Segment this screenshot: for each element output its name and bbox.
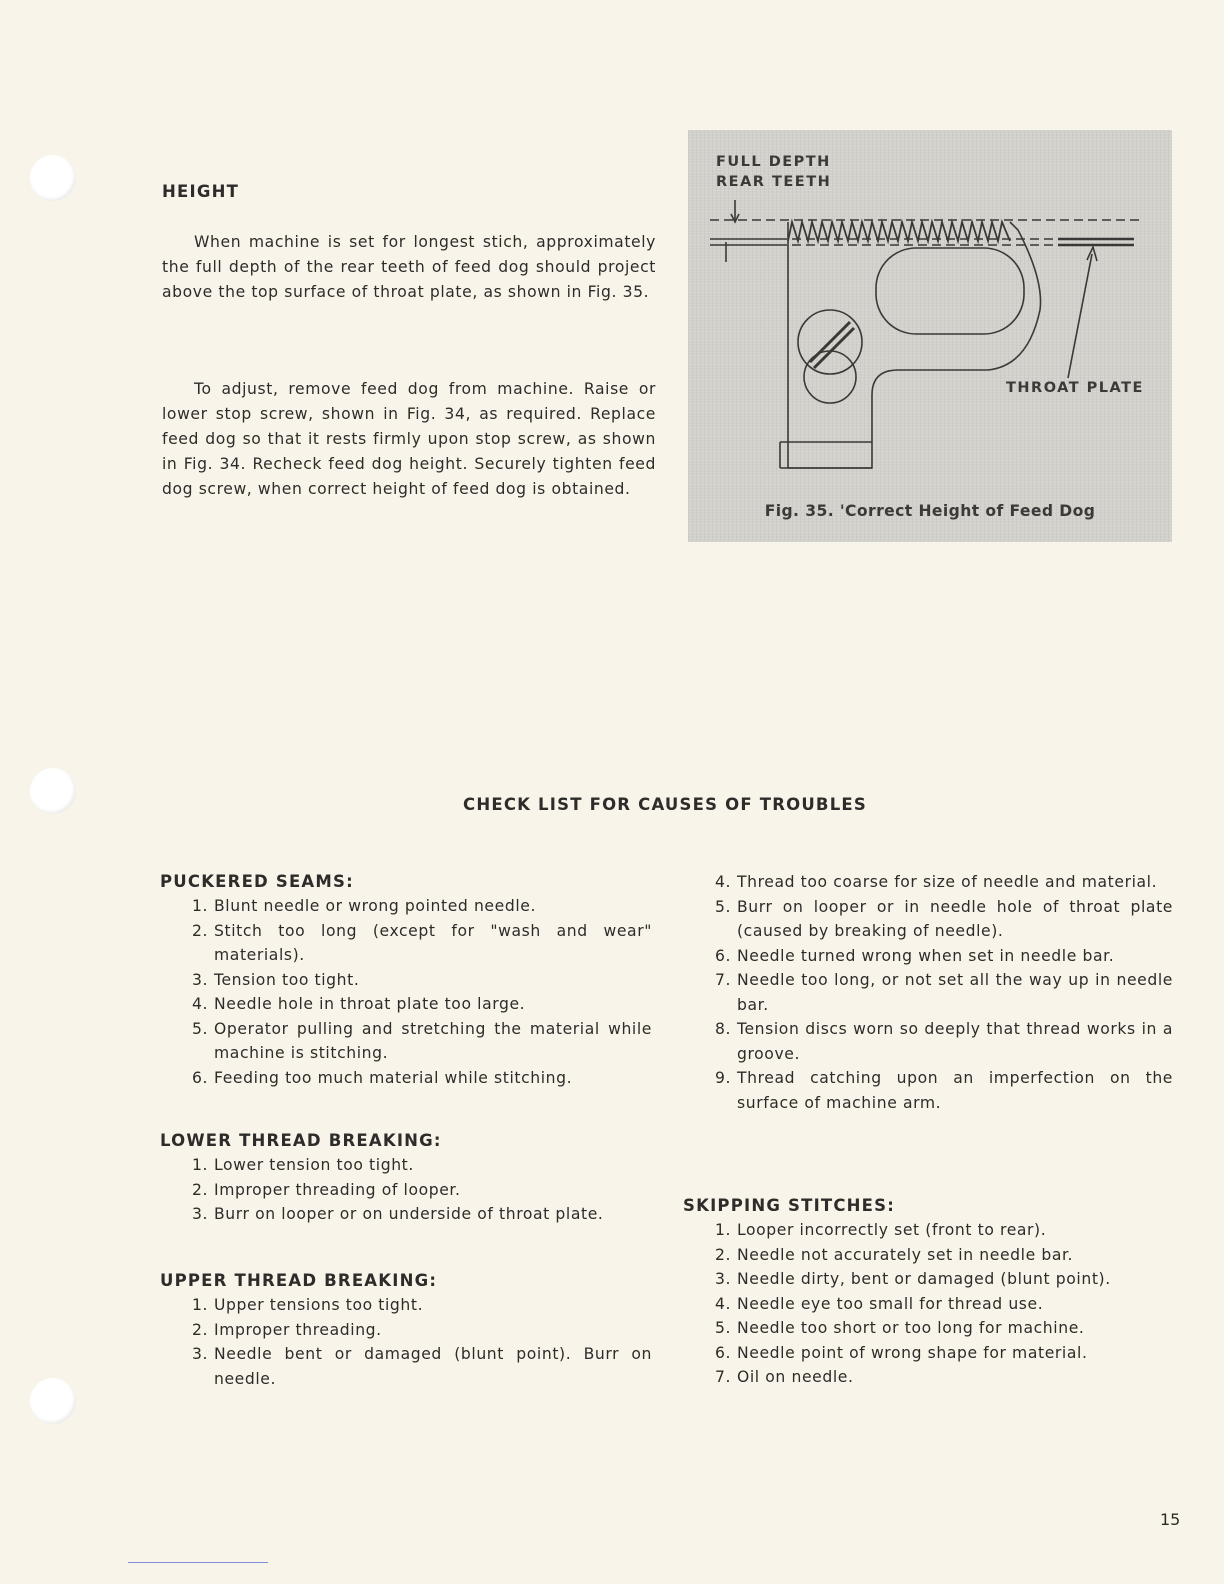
lower-heading: LOWER THREAD BREAKING: <box>160 1131 442 1150</box>
list-item: 2. Improper threading of looper. <box>192 1180 461 1199</box>
list-item: 4. Needle eye too small for thread use. <box>715 1294 1044 1313</box>
upper-list <box>192 1293 652 1391</box>
lower-list <box>192 1153 652 1227</box>
list-item: 4. Thread too coarse for size of needle and material. <box>715 873 1158 891</box>
list-item: 9. Thread catching upon an imperfection on the surface of machine arm. <box>715 1069 1173 1112</box>
list-item: 6. Feeding too much material while stitching. <box>192 1068 573 1087</box>
list-item: 6. Needle point of wrong shape for material. <box>715 1343 1088 1362</box>
puckered-heading: PUCKERED SEAMS: <box>160 872 354 891</box>
label-throat-plate: THROAT PLATE <box>1006 380 1144 396</box>
list-item: 7. Needle too long, or not set all the way up in needle bar. <box>715 971 1173 1014</box>
label-full-depth: FULL DEPTH <box>716 154 831 170</box>
list-item: 3. Needle dirty, bent or damaged (blunt point). <box>715 1270 1111 1288</box>
list-item: 1. Looper incorrectly set (front to rear). <box>715 1221 1047 1239</box>
binder-hole-bottom <box>30 1378 76 1424</box>
list-item: 8. Tension discs worn so deeply that thread works in a groove. <box>715 1020 1173 1063</box>
list-item: 2. Improper threading. <box>192 1320 382 1339</box>
list-item: 2. Stitch too long (except for "wash and wear" materials). <box>192 921 652 964</box>
list-item: 5. Needle too short or too long for machine. <box>715 1319 1085 1337</box>
page-number: 15 <box>1160 1510 1181 1529</box>
height-heading: HEIGHT <box>162 182 240 201</box>
label-rear-teeth: REAR TEETH <box>716 174 832 190</box>
skipping-heading: SKIPPING STITCHES: <box>683 1196 896 1215</box>
list-item: 5. Operator pulling and stretching the material while machine is stitching. <box>192 1019 652 1062</box>
puckered-list <box>192 894 652 1090</box>
list-item: 3. Tension too tight. <box>192 970 360 989</box>
skipping-list <box>715 1218 1177 1390</box>
list-item: 3. Burr on looper or on underside of throat plate. <box>192 1205 604 1223</box>
list-item: 1. Lower tension too tight. <box>192 1156 414 1174</box>
binder-hole-top <box>30 155 76 201</box>
lower-thread-section <box>160 1131 652 1227</box>
height-paragraph-2: To adjust, remove feed dog from machine. Raise or lower stop screw, shown in Fig. 34, as required. Replace feed dog so that it rests firmly upon stop screw, as shown in Fig. 34. Recheck feed dog height. Securely tighten feed dog screw, when correct height of feed dog is obtained. <box>162 380 656 498</box>
skipping-stitches-section <box>683 1196 1177 1390</box>
list-item: 1. Upper tensions too tight. <box>192 1296 424 1314</box>
list-item: 6. Needle turned wrong when set in needle bar. <box>715 946 1115 965</box>
puckered-seams-section <box>160 872 652 1090</box>
figure-35 <box>688 130 1172 542</box>
list-item: 1. Blunt needle or wrong pointed needle. <box>192 897 536 915</box>
upper-thread-section <box>160 1271 652 1391</box>
list-item: 2. Needle not accurately set in needle bar. <box>715 1245 1074 1264</box>
checklist-title: CHECK LIST FOR CAUSES OF TROUBLES <box>463 795 867 814</box>
height-paragraph-1: When machine is set for longest stich, approximately the full depth of the rear teeth of feed dog should project above the top surface of throat plate, as shown in Fig. 35. <box>162 233 656 301</box>
list-item: 7. Oil on needle. <box>715 1368 854 1386</box>
figure-caption: Fig. 35. 'Correct Height of Feed Dog <box>764 502 1096 520</box>
bottom-rule <box>128 1562 268 1563</box>
list-item: 5. Burr on looper or in needle hole of throat plate (caused by breaking of needle). <box>715 897 1173 940</box>
puckered-list-continued <box>715 870 1173 1115</box>
list-item: 3. Needle bent or damaged (blunt point). Burr on needle. <box>192 1345 652 1388</box>
upper-heading: UPPER THREAD BREAKING: <box>160 1271 438 1290</box>
list-item: 4. Needle hole in throat plate too large. <box>192 995 526 1013</box>
